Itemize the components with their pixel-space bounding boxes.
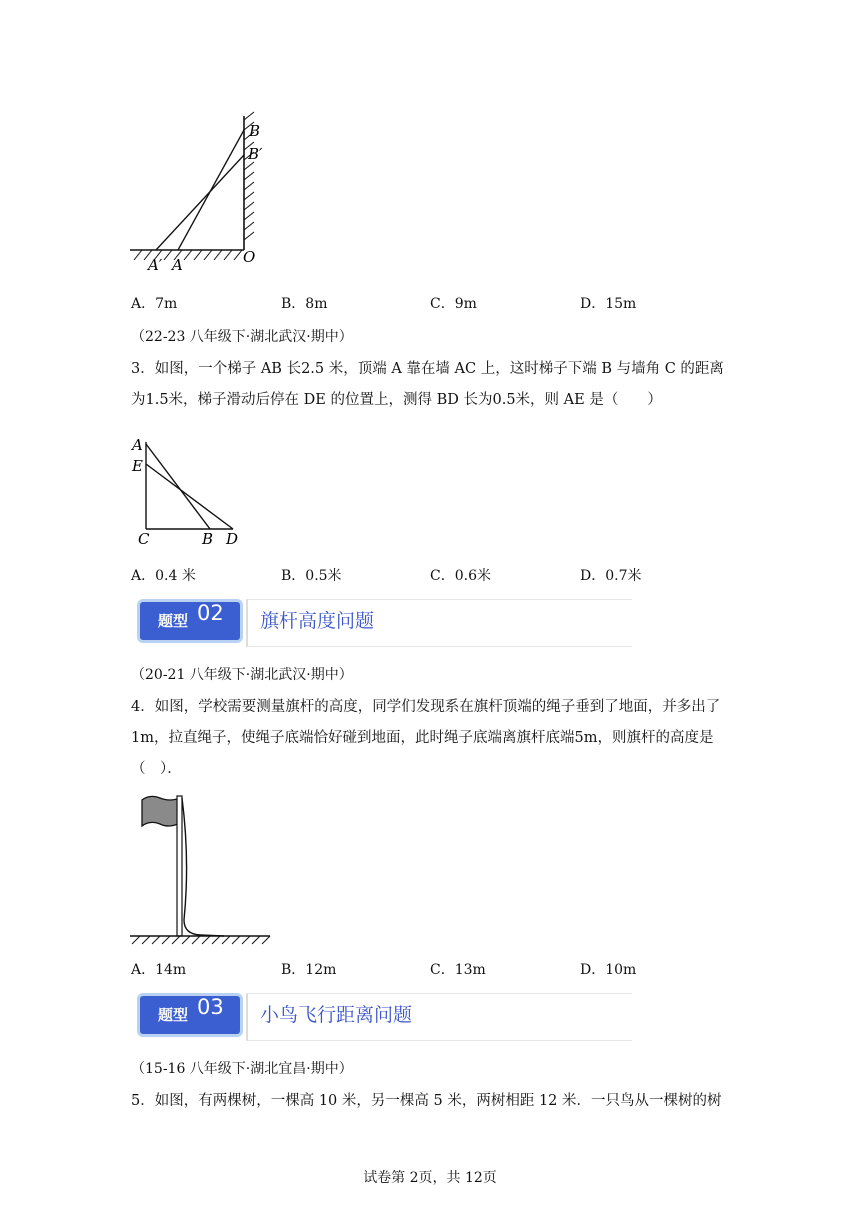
label-b-prime: B′ xyxy=(248,145,263,163)
flagpole-figure xyxy=(128,790,274,946)
q3-option-a: A．0.4 米 xyxy=(131,568,196,584)
banner-tag-box xyxy=(140,602,240,640)
label-b: B xyxy=(249,122,261,140)
q4-option-c: C．13m xyxy=(430,962,486,978)
q3-option-b: B．0.5米 xyxy=(281,568,342,584)
section-banner-03 xyxy=(130,988,632,1040)
q4-options xyxy=(131,959,731,983)
label-c: C xyxy=(138,530,150,548)
q2-option-c: C．9m xyxy=(430,296,477,312)
page-footer: 试卷第 2页，共 12页 xyxy=(363,1170,497,1186)
ladder-wall-figure xyxy=(126,110,276,275)
q4-option-b: B．12m xyxy=(281,962,337,978)
label-b: B xyxy=(202,530,214,548)
q5-stem: 5．如图，有两棵树，一棵高 10 米，另一棵高 5 米，两树相距 12 米．一只鸟从一棵树的树 xyxy=(131,1093,722,1109)
q3-option-c: C．0.6米 xyxy=(430,568,491,584)
banner-number: 02 xyxy=(197,601,224,625)
q3-source: （22-23 八年级下·湖北武汉·期中） xyxy=(131,329,353,345)
section-banner-02 xyxy=(130,594,632,646)
banner-tag-box xyxy=(140,996,240,1034)
q4-source: （20-21 八年级下·湖北武汉·期中） xyxy=(131,667,353,683)
label-a-prime: A′ xyxy=(148,256,163,274)
q2-options xyxy=(131,293,731,317)
label-a: A xyxy=(132,436,143,454)
q4-stem: 4．如图，学校需要测量旗杆的高度，同学们发现系在旗杆顶端的绳子垂到了地面，并多出了1m，拉直绳子，使绳子底端恰好碰到地面，此时绳子底端离旗杆底端5m，则旗杆的高度是（ ）． xyxy=(131,699,721,777)
banner-title: 小鸟飞行距离问题 xyxy=(260,1004,413,1026)
banner-title: 旗杆高度问题 xyxy=(260,610,375,632)
q3-options xyxy=(131,565,731,589)
q2-option-d: D．15m xyxy=(580,296,637,312)
banner-tag: 题型 xyxy=(158,1006,189,1024)
q5-source: （15-16 八年级下·湖北宜昌·期中） xyxy=(131,1061,353,1077)
q2-option-a: A．7m xyxy=(131,296,178,312)
banner-tag: 题型 xyxy=(158,612,189,630)
ladder-slide-figure xyxy=(128,432,258,550)
label-d: D xyxy=(226,530,239,548)
banner-number: 03 xyxy=(197,995,224,1019)
q3-stem: 3．如图，一个梯子 AB 长2.5 米，顶端 A 靠在墙 AC 上，这时梯子下端 B 与墙角 C 的距离为1.5米，梯子滑动后停在 DE 的位置上，测得 BD 长为0.5米，则 AE 是（ ） xyxy=(131,361,724,408)
q2-option-b: B．8m xyxy=(281,296,328,312)
q3-option-d: D．0.7米 xyxy=(580,568,642,584)
label-a: A xyxy=(172,256,183,274)
q4-option-d: D．10m xyxy=(580,962,637,978)
label-e: E xyxy=(132,457,143,475)
q4-option-a: A．14m xyxy=(131,962,187,978)
label-o: O xyxy=(243,248,256,266)
